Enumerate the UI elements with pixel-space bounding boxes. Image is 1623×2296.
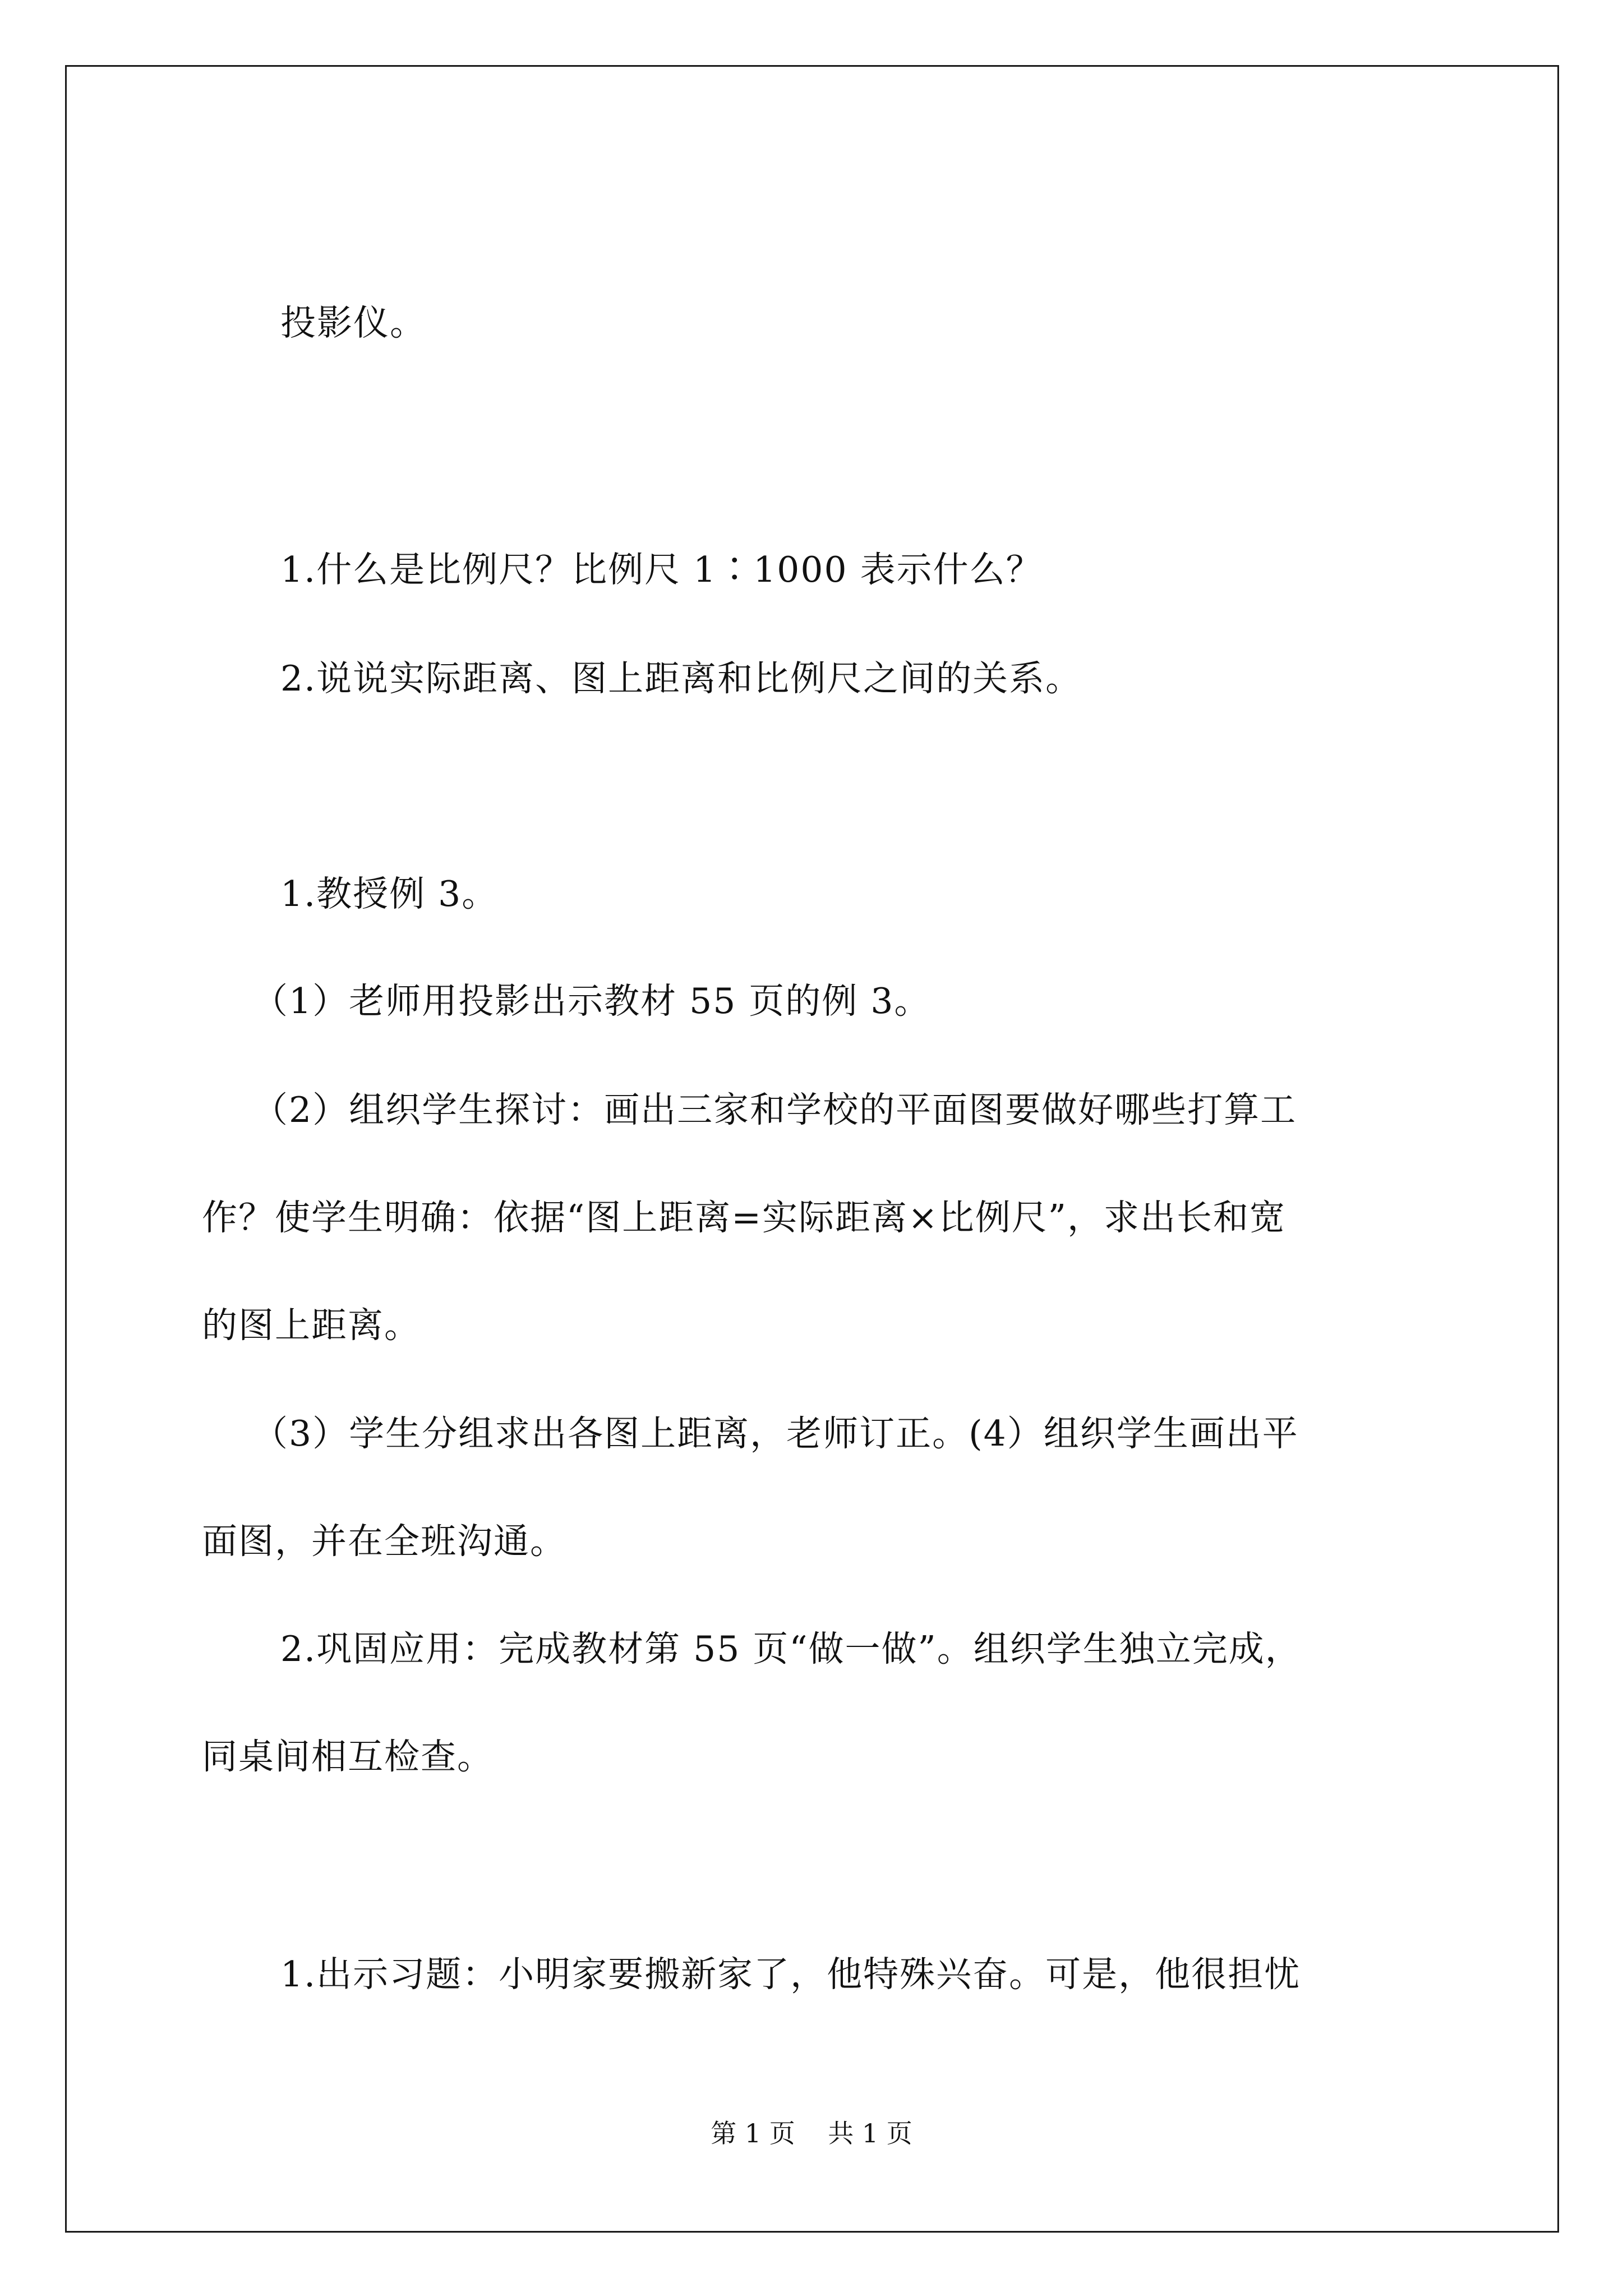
paragraph-line-12: 同桌间相互检查。 bbox=[202, 1736, 494, 1777]
paragraph-line-3: 2.说说实际距离、图上距离和比例尺之间的关系。 bbox=[280, 658, 1082, 699]
paragraph-line-6: （2）组织学生探讨：画出三家和学校的平面图要做好哪些打算工 bbox=[252, 1089, 1297, 1130]
paragraph-line-2: 1.什么是比例尺？比例尺 1∶1000 表示什么？ bbox=[280, 549, 1043, 590]
paragraph-line-10: 面图，并在全班沟通。 bbox=[202, 1521, 566, 1562]
paragraph-line-5: （1）老师用投影出示教材 55 页的例 3。 bbox=[252, 981, 931, 1022]
page-border bbox=[65, 65, 1559, 2233]
paragraph-line-7: 作？使学生明确：依据“图上距离=实际距离×比例尺”，求出长和宽 bbox=[202, 1197, 1286, 1238]
paragraph-line-4: 1.教授例 3。 bbox=[280, 873, 499, 914]
page-footer: 第 1 页 共 1 页 bbox=[711, 2118, 912, 2148]
paragraph-line-13: 1.出示习题：小明家要搬新家了，他特殊兴奋。可是，他很担忧 bbox=[280, 1954, 1301, 1995]
paragraph-line-8: 的图上距离。 bbox=[202, 1305, 421, 1346]
paragraph-line-11: 2.巩固应用：完成教材第 55 页“做一做”。组织学生独立完成， bbox=[280, 1628, 1302, 1669]
paragraph-line-9: （3）学生分组求出各图上距离，老师订正。(4）组织学生画出平 bbox=[252, 1413, 1299, 1454]
paragraph-line-1: 投影仪。 bbox=[280, 302, 426, 343]
